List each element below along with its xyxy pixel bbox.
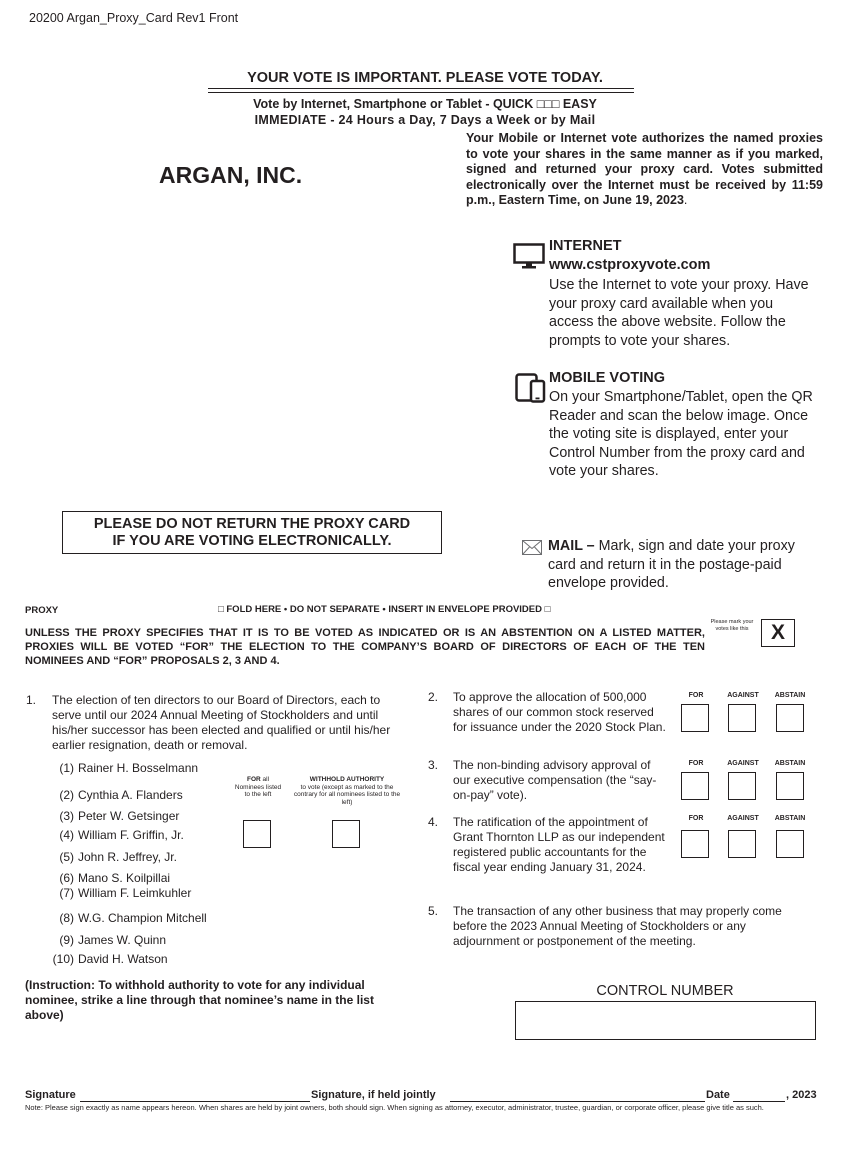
nominee-10 [46,952,168,966]
nominee-number: (2) [59,788,74,802]
page-label: 20200 Argan_Proxy_Card Rev1 Front [29,11,239,25]
vote-important-heading: YOUR VOTE IS IMPORTANT. PLEASE VOTE TODAY. [247,70,603,86]
proposal2-for-header: FOR [688,692,704,699]
proposal3-against-header: AGAINST [727,760,759,767]
nominee-number: (9) [59,933,74,947]
internet-title: INTERNET [549,238,622,254]
envelope-icon [522,540,542,555]
nominee-number: (3) [59,809,74,823]
nominee-number: (6) [59,871,74,885]
mobile-instructions: On your Smartphone/Tablet, open the QR Reader and scan the below image. Once the voting site is displayed, enter your Control Number from the proxy card and vote your shares. [549,389,813,479]
notice-line1: PLEASE DO NOT RETURN THE PROXY CARD [93,516,411,532]
proposal5-text: The transaction of any other business that may properly come before the 2023 Annual Meeting of Stockholders or any adjournment or postponement of the meeting. [453,904,782,948]
nominee-3 [46,809,179,823]
authorization-text-end: . [683,193,688,207]
proposal1-for-all-checkbox[interactable] [243,820,271,848]
nominee-5 [46,850,177,864]
nominee-name: William F. Griffin, Jr. [78,828,184,842]
internet-instructions: Use the Internet to vote your proxy. Have your proxy card available when you access the above website. Follow the prompts to vote your shares. [549,277,809,349]
control-number-label: CONTROL NUMBER [596,983,734,999]
date-label: Date [706,1089,730,1101]
for-all-header [233,776,283,799]
fold-instructions: □ FOLD HERE • DO NOT SEPARATE • INSERT IN ENVELOPE PROVIDED □ [218,604,551,615]
nominee-6 [46,871,170,885]
proposal3-against-checkbox[interactable] [728,772,756,800]
for-all-head: FOR [246,776,261,783]
proposal4-for-checkbox[interactable] [681,830,709,858]
proposal3-for-header: FOR [688,760,704,767]
joint-signature-line[interactable] [450,1101,705,1102]
nominee-number: (10) [52,952,74,966]
heading-double-rule [208,88,634,93]
vote-methods-line2: IMMEDIATE - 24 Hours a Day, 7 Days a Week or by Mail [254,113,596,127]
nominee-name: John R. Jeffrey, Jr. [78,850,177,864]
proposal4-text: The ratification of the appointment of Grant Thornton LLP as our independent registered public accountants for the fiscal year ending January 31, 2024. [453,815,665,874]
signature-line[interactable] [80,1101,310,1102]
nominee-7 [46,886,191,900]
nominee-name: David H. Watson [78,952,168,966]
for-all-tail: all [260,776,270,783]
date-year: , 2023 [786,1089,817,1101]
nominee-name: William F. Leimkuhler [78,886,192,900]
proposal3-abstain-checkbox[interactable] [776,772,804,800]
withhold-sub: to vote (except as marked to the contrary for all nominees listed to the left) [293,783,401,806]
notice-line2: IF YOU ARE VOTING ELECTRONICALLY. [112,533,392,549]
company-name: ARGAN, INC. [159,162,303,188]
nominee-number: (5) [59,850,74,864]
proxy-label: PROXY [25,605,59,616]
withhold-head: WITHHOLD AUTHORITY [309,776,385,783]
nominee-number: (4) [59,828,74,842]
electronic-voting-notice [62,511,442,554]
nominee-name: James W. Quinn [78,933,167,947]
nominee-name: Rainer H. Bosselmann [78,761,199,775]
mail-title: MAIL – [548,538,595,554]
nominee-name: Mano S. Koilpillai [78,871,171,885]
nominee-number: (8) [59,911,74,925]
control-number-box [515,1001,816,1040]
monitor-icon [513,243,545,269]
mobile-devices-icon [515,373,547,403]
proposal4-against-header: AGAINST [727,815,759,822]
nominee-2 [46,788,183,802]
signature-note: Note: Please sign exactly as name appears hereon. When shares are held by joint owners, both should sign. When signing as attorney, executor, administrator, trustee, guardian, or corporate officer, please give title as such. [25,1103,764,1112]
proposal3-for-checkbox[interactable] [681,772,709,800]
signature-label: Signature [25,1089,76,1101]
proposal3-text: The non-binding advisory approval of our executive compensation (the “say-on-pay” vote). [453,758,657,802]
nominee-8 [46,911,207,925]
for-all-sub: Nominees listed to the left [234,783,282,798]
please-mark-note: Please mark your votes like this [710,619,754,632]
proposal4-abstain-header: ABSTAIN [774,815,806,822]
nominee-1 [46,761,198,775]
proposal4-for-header: FOR [688,815,704,822]
mail-text: Mark, sign and date your proxy card and return it in the postage-paid envelope provided. [548,538,795,591]
proposal4-number: 4. [428,815,439,829]
withhold-header [292,776,402,806]
mail-instructions [548,537,818,593]
nominee-4 [46,828,184,842]
proposal4-abstain-checkbox[interactable] [776,830,804,858]
proposal5-number: 5. [428,904,439,918]
vote-methods-line1: Vote by Internet, Smartphone or Tablet - QUICK □□□ EASY [253,97,597,111]
proposal3-number: 3. [428,758,439,772]
proposal2-abstain-header: ABSTAIN [774,692,806,699]
proposal4-against-checkbox[interactable] [728,830,756,858]
proposal2-against-checkbox[interactable] [728,704,756,732]
sample-mark-x: X [761,619,795,647]
default-vote-statement: UNLESS THE PROXY SPECIFIES THAT IT IS TO BE VOTED AS INDICATED OR IS AN ABSTENTION ON A LISTED MATTER, PROXIES WILL BE VOTED “FOR” THE ELECTION TO THE COMPANY’S BOARD OF DIRECTORS OF EACH OF THE TEN NOMINEES AND “FOR” PROPOSALS 2, 3 AND 4. [25,627,705,667]
withhold-instruction: (Instruction: To withhold authority to vote for any individual nominee, strike a line through that nominee’s name in the list above) [25,978,374,1022]
internet-url[interactable]: www.cstproxyvote.com [549,257,711,273]
proposal1-withhold-checkbox[interactable] [332,820,360,848]
date-line[interactable] [733,1101,785,1102]
authorization-text [466,131,823,209]
proposal2-abstain-checkbox[interactable] [776,704,804,732]
joint-signature-label: Signature, if held jointly [311,1089,436,1101]
proposal1-text: The election of ten directors to our Board of Directors, each to serve until our 2024 Annual Meeting of Stockholders and until his/her successor has been elected and qualified or until his/her earlier resignation, death or removal. [52,693,391,752]
nominee-name: W.G. Champion Mitchell [78,911,207,925]
proposal2-for-checkbox[interactable] [681,704,709,732]
authorization-text-bold: Your Mobile or Internet vote authorizes the named proxies to vote your shares in the same manner as if you marked, signed and returned your proxy card. Votes submitted electronically over the Internet must be received by 11:59 p.m., Eastern Time, on June 19, 2023 [466,131,823,207]
proposal1-number: 1. [26,693,37,707]
nominee-9 [46,933,166,947]
proposal2-number: 2. [428,690,439,704]
mobile-title: MOBILE VOTING [549,370,665,386]
proposal3-abstain-header: ABSTAIN [774,760,806,767]
nominee-number: (7) [59,886,74,900]
nominee-name: Peter W. Getsinger [78,809,180,823]
nominee-name: Cynthia A. Flanders [78,788,183,802]
proposal2-text: To approve the allocation of 500,000 shares of our common stock reserved for issuance under the 2020 Stock Plan. [453,690,666,734]
proposal2-against-header: AGAINST [727,692,759,699]
nominee-number: (1) [59,761,74,775]
